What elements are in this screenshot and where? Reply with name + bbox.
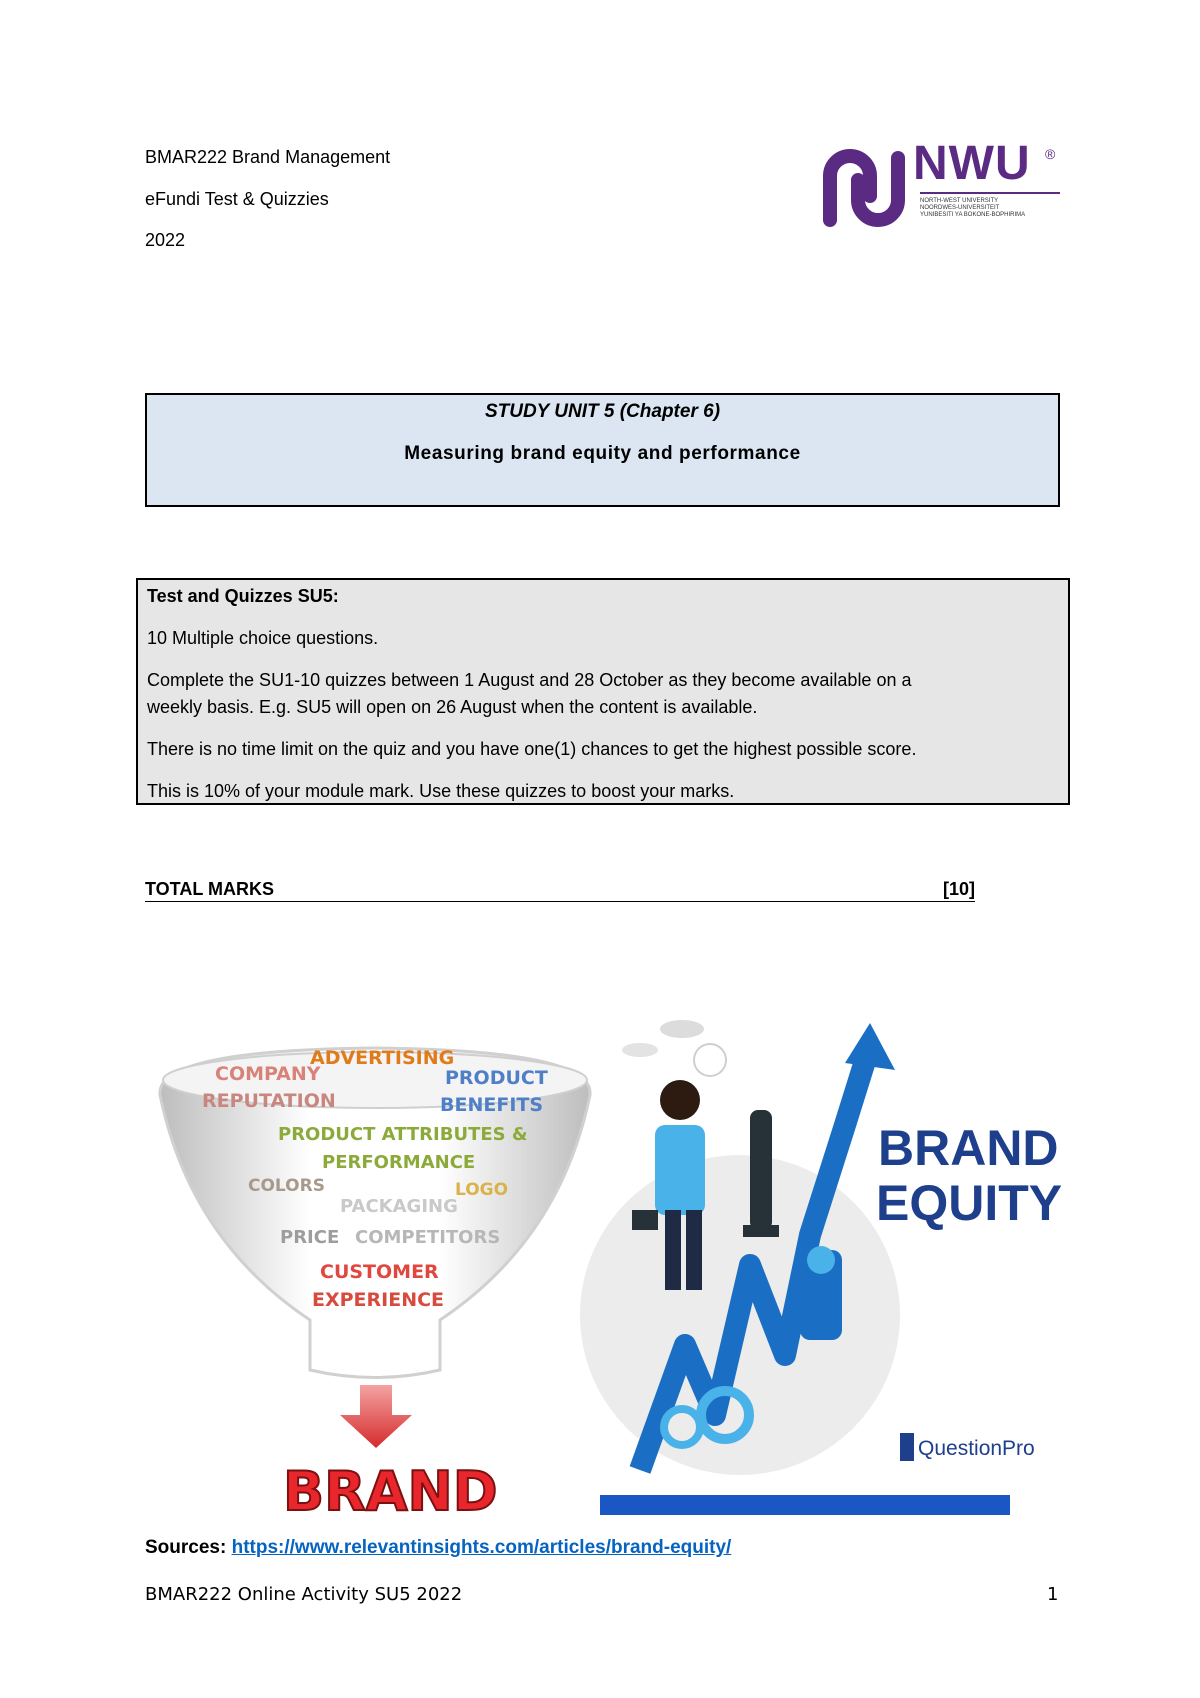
questionpro-icon (900, 1433, 914, 1461)
funnel-word-colors: COLORS (248, 1176, 325, 1196)
total-marks-line (145, 879, 975, 902)
sources-link[interactable]: https://www.relevantinsights.com/articles/brand-equity/ (231, 1537, 732, 1558)
sources-label: Sources: (145, 1537, 227, 1558)
funnel-word-price: PRICE (280, 1227, 340, 1248)
course-title: BMAR222 Brand Management (145, 147, 391, 167)
study-unit-title: STUDY UNIT 5 (Chapter 6) (484, 401, 721, 422)
page-number: 1 (1047, 1584, 1059, 1605)
registered-mark: ® (1045, 146, 1056, 162)
nwu-emblem-icon (820, 140, 908, 230)
funnel-word-packaging: PACKAGING (340, 1196, 458, 1217)
quiz-line-time-limit: There is no time limit on the quiz and you have one(1) chances to get the highest possible score. (147, 739, 917, 759)
equity-bottom-bar (600, 1495, 1010, 1515)
coin-stack-icon (800, 1246, 842, 1340)
trophy-bubble-icon (694, 1044, 726, 1076)
equity-word-brand: BRAND (878, 1120, 1059, 1176)
logo-line-3: YUNIBESITI YA BOKONE-BOPHIRIMA (920, 212, 1026, 218)
funnel-word-performance: PERFORMANCE (322, 1152, 476, 1173)
brand-funnel-image (140, 1040, 610, 1530)
questionpro-logo-text: QuestionPro (918, 1437, 1035, 1460)
brand-equity-image (600, 1015, 1063, 1515)
quiz-line-schedule-1: Complete the SU1-10 quizzes between 1 August and 28 October as they become available on a (147, 670, 912, 690)
study-unit-box (145, 393, 1060, 507)
briefcase-icon (632, 1210, 658, 1230)
quiz-line-schedule-2: weekly basis. E.g. SU5 will open on 26 August when the content is available. (147, 697, 758, 717)
sources-line (145, 1537, 731, 1559)
funnel-word-company: COMPANY (215, 1063, 321, 1085)
quiz-info-box (136, 578, 1070, 805)
funnel-word-logo: LOGO (455, 1180, 509, 1200)
arrow-head-icon (845, 1023, 895, 1070)
down-arrow-icon (340, 1385, 412, 1448)
funnel-word-attributes: PRODUCT ATTRIBUTES & (278, 1124, 528, 1145)
total-marks-value: [10] (942, 879, 975, 899)
footer-text: BMAR222 Online Activity SU5 2022 (145, 1584, 463, 1605)
cloud-icon (660, 1020, 704, 1038)
quiz-heading: Test and Quizzes SU5: (147, 586, 339, 606)
nwu-logo-text: NWU (913, 137, 1031, 190)
cloud-icon-2 (622, 1043, 658, 1057)
funnel-word-benefits: BENEFITS (440, 1094, 544, 1116)
quiz-line-questions: 10 Multiple choice questions. (147, 628, 379, 648)
funnel-brand-word: BRAND (283, 1460, 498, 1523)
funnel-word-advertising: ADVERTISING (310, 1047, 455, 1069)
funnel-word-product: PRODUCT (445, 1067, 548, 1089)
equity-word-equity: EQUITY (876, 1175, 1063, 1231)
logo-divider (920, 192, 1060, 194)
funnel-word-customer: CUSTOMER (320, 1261, 439, 1283)
logo-line-1: NORTH-WEST UNIVERSITY (920, 198, 999, 204)
funnel-word-reputation: REPUTATION (202, 1090, 336, 1112)
total-marks-label: TOTAL MARKS (145, 879, 274, 899)
nwu-logo (820, 137, 1070, 230)
funnel-word-experience: EXPERIENCE (312, 1289, 445, 1311)
assessment-title: eFundi Test & Quizzies (145, 189, 329, 209)
study-unit-subtitle: Measuring brand equity and performance (404, 443, 801, 464)
quiz-line-weight: This is 10% of your module mark. Use these quizzes to boost your marks. (147, 781, 735, 801)
funnel-word-competitors: COMPETITORS (355, 1227, 501, 1248)
logo-line-2: NOORDWES-UNIVERSITEIT (920, 205, 1000, 211)
year: 2022 (145, 230, 186, 250)
